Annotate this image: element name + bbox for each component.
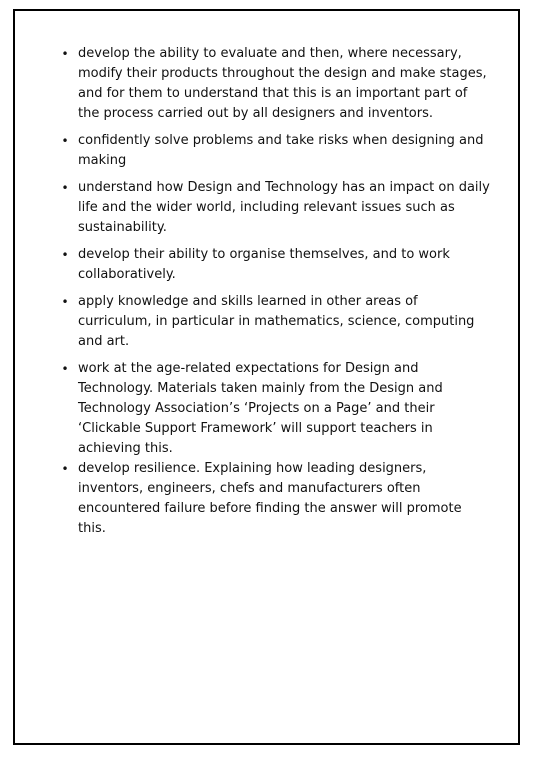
bullet-icon: • (61, 295, 69, 309)
bullet-icon: • (61, 248, 69, 262)
bullet-icon: • (61, 362, 69, 376)
bullet-icon: • (61, 134, 69, 148)
bullet-icon: • (61, 181, 69, 195)
bullet-text: understand how Design and Technology has an impact on daily life and the wider world, including relevant issues such as sustainability. (78, 180, 490, 235)
bullet-text: apply knowledge and skills learned in other areas of curriculum, in particular in mathematics, science, computing and art. (78, 294, 475, 349)
bullet-text: work at the age-related expectations for Design and Technology. Materials taken mainly from the Design and Technology Association’s ‘Projects on a Page’ and their ‘Clickable Support Framework’ will support teachers in achieving this. (78, 361, 443, 456)
bullet-text: develop their ability to organise themselves, and to work collaboratively. (78, 247, 450, 282)
list-item (60, 178, 490, 238)
list-item (60, 44, 490, 124)
list-item (60, 459, 490, 539)
list-item (60, 359, 490, 459)
bullet-text: develop the ability to evaluate and then, where necessary, modify their products throughout the design and make stages, and for them to understand that this is an important part of the process carried out by all designers and inventors. (78, 46, 487, 121)
bullet-icon: • (61, 462, 69, 476)
list-item (60, 245, 490, 285)
list-item (60, 131, 490, 171)
bullet-text: confidently solve problems and take risks when designing and making (78, 133, 484, 168)
objectives-list (60, 44, 490, 546)
bullet-text: develop resilience. Explaining how leading designers, inventors, engineers, chefs and manufacturers often encountered failure before finding the answer will promote this. (78, 461, 462, 536)
list-item (60, 292, 490, 352)
bullet-icon: • (61, 47, 69, 61)
